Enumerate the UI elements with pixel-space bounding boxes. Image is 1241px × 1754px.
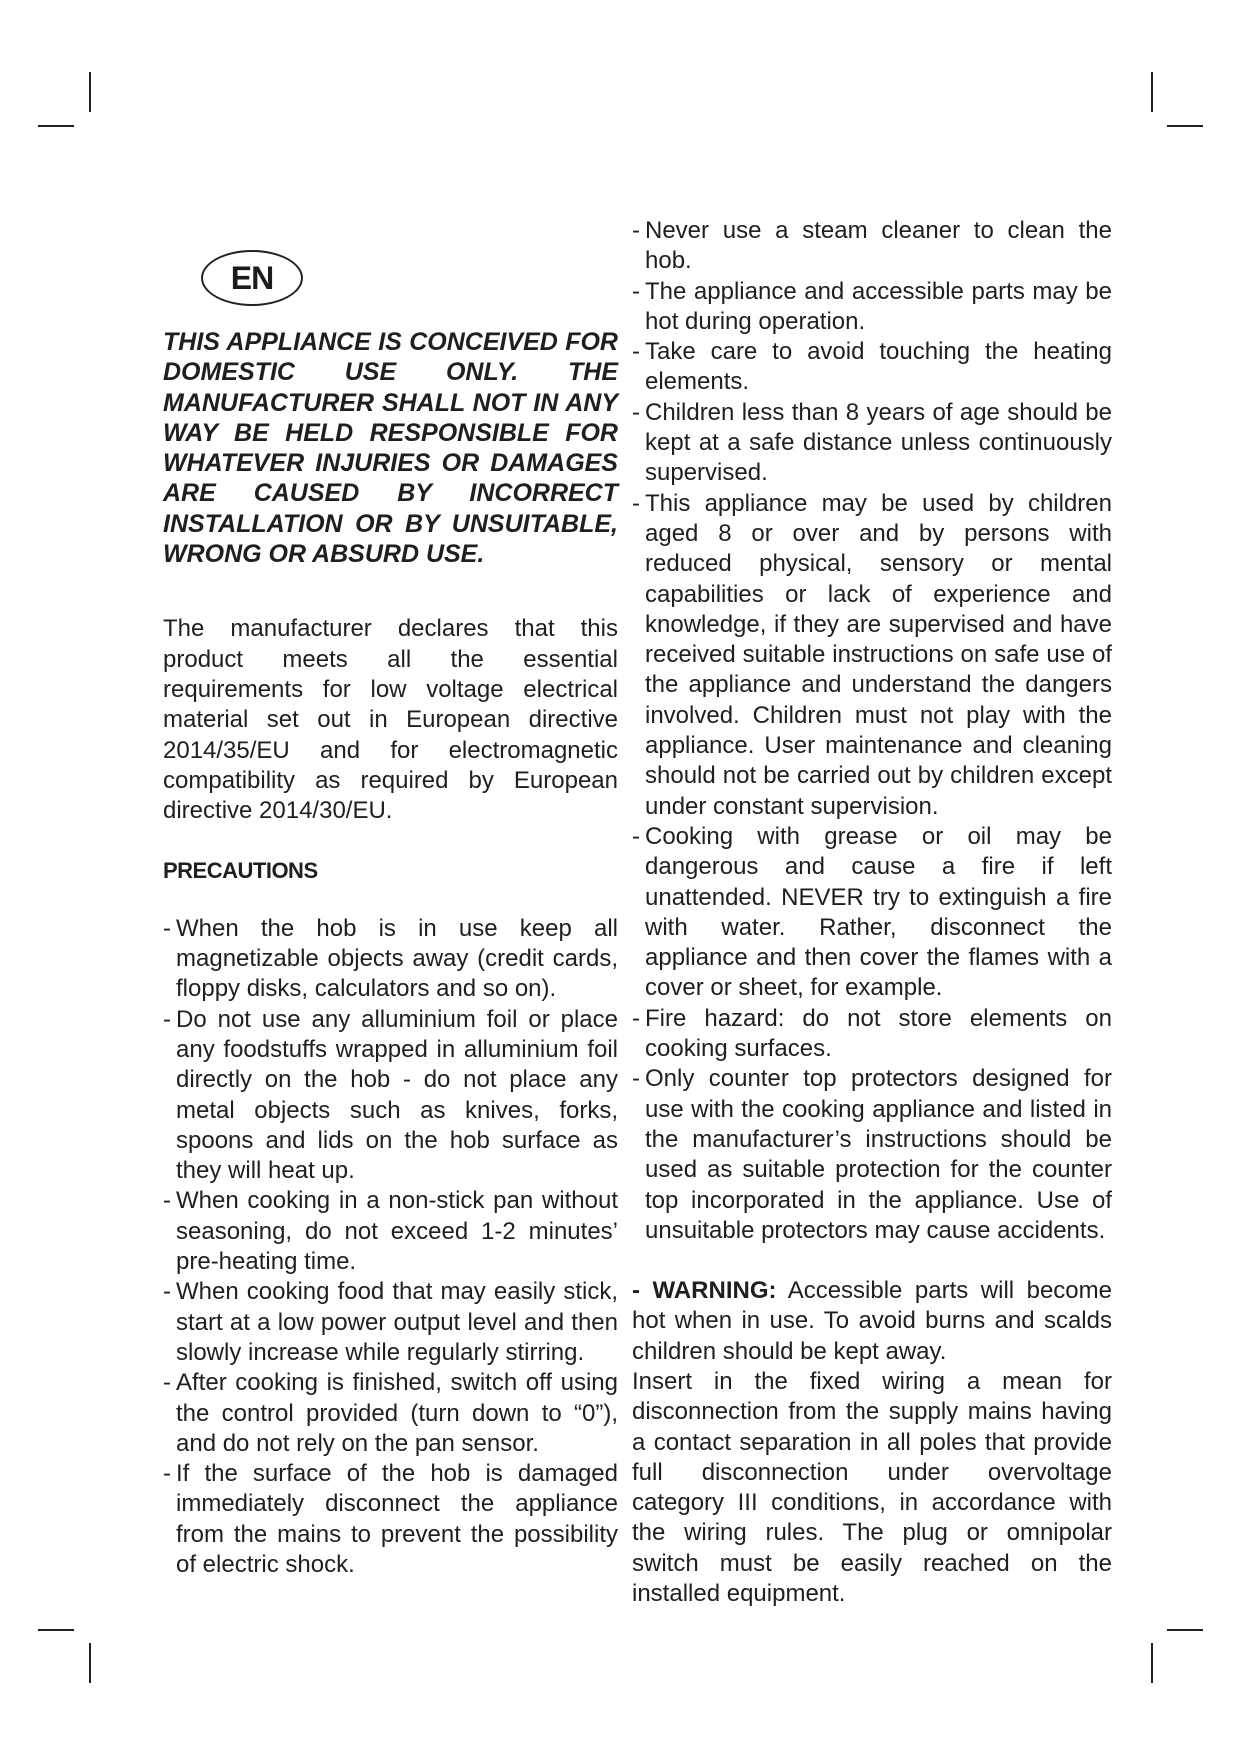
list-item: - When cooking food that may easily stick, start at a low power output level and then slowly increase while regularly stirring. [163, 1278, 618, 1366]
list-item: - Fire hazard: do not store elements on cooking surfaces. [632, 1004, 1112, 1063]
conformity-declaration: The manufacturer declares that this product meets all the essential requirements for low voltage electrical material set out in European directive 2014/35/EU and for electromagnetic compatibility as required by European directive 2014/30/EU. [163, 615, 618, 825]
list-item: - Only counter top protectors designed for use with the cooking appliance and listed in the manufacturer’s instructions should be used as suitable protection for the counter top incorporated in the appliance. Use of unsuitable protectors may cause accidents. [632, 1065, 1112, 1244]
list-item: - If the surface of the hob is damaged immediately disconnect the appliance from the mains to prevent the possibility of electric shock. [163, 1460, 618, 1578]
crop-mark-bottom-right-horizontal [1167, 1629, 1203, 1631]
warning-text: Accessible parts will become hot when in use. To avoid burns and scalds children should be kept away. [632, 1277, 1112, 1365]
precautions-list-right [632, 216, 1112, 1246]
list-item: - Children less than 8 years of age should be kept at a safe distance unless continuously supervised. [632, 398, 1112, 487]
list-item: - Do not use any alluminium foil or place any foodstuffs wrapped in alluminium foil directly on the hob - do not place any metal objects such as knives, forks, spoons and lids on the hob surface as they will heat up. [163, 1005, 618, 1185]
fixed-wiring-note: Insert in the fixed wiring a mean for disconnection from the supply mains having a contact separation in all poles that provide full disconnection under overvoltage category III conditions, in accordance with the wiring rules. The plug or omnipolar switch must be easily reached on the installed equipment. [632, 1367, 1112, 1608]
burn-warning [632, 1276, 1112, 1367]
list-item: - Take care to avoid touching the heating elements. [632, 338, 1112, 396]
list-item: - When cooking in a non-stick pan without seasoning, do not exceed 1-2 minutes’ pre-heating time. [163, 1187, 618, 1276]
crop-mark-bottom-left-vertical [89, 1643, 91, 1683]
crop-mark-top-right-horizontal [1167, 125, 1203, 127]
list-item: - After cooking is finished, switch off using the control provided (turn down to “0”), and do not rely on the pan sensor. [163, 1369, 618, 1457]
list-item: - This appliance may be used by children aged 8 or over and by persons with reduced physical, sensory or mental capabilities or lack of experience and knowledge, if they are supervised and have received suitable instructions on safe use of the appliance and understand the dangers involved. Children must not play with the appliance. User maintenance and cleaning should not be carried out by children except under constant supervision. [632, 489, 1112, 820]
crop-mark-top-left-vertical [89, 72, 91, 112]
domestic-use-disclaimer: THIS APPLIANCE IS CONCEIVED FOR DOMESTIC USE ONLY. THE MANUFACTURER SHALL NOT IN ANY WAY BE HELD RESPONSIBLE FOR WHATEVER INJURIES OR DAMAGES ARE CAUSED BY INCORRECT INSTALLATION OR BY UNSUITABLE, WRONG OR ABSURD USE. [163, 328, 618, 569]
list-item: - The appliance and accessible parts may be hot during operation. [632, 277, 1112, 335]
list-item: - Cooking with grease or oil may be dangerous and cause a fire if left unattended. NEVER try to extinguish a fire with water. Rather, disconnect the appliance and then cover the flames with a cover or sheet, for example. [632, 822, 1112, 1002]
crop-mark-bottom-right-vertical [1151, 1643, 1153, 1683]
list-item: - Never use a steam cleaner to clean the hob. [632, 217, 1112, 275]
crop-mark-top-right-vertical [1151, 72, 1153, 112]
precautions-list-left [163, 914, 618, 1581]
warning-label: WARNING: [652, 1277, 777, 1305]
precautions-heading: PRECAUTIONS [163, 858, 318, 884]
crop-mark-bottom-left-horizontal [38, 1629, 74, 1631]
list-item: - When the hob is in use keep all magnetizable objects away (credit cards, floppy disks, calculators and so on). [163, 914, 618, 1003]
warning-dash: - [632, 1277, 640, 1305]
crop-mark-top-left-horizontal [38, 125, 74, 127]
left-column [163, 327, 618, 1580]
language-badge: EN [201, 250, 303, 306]
right-column [632, 216, 1112, 1609]
